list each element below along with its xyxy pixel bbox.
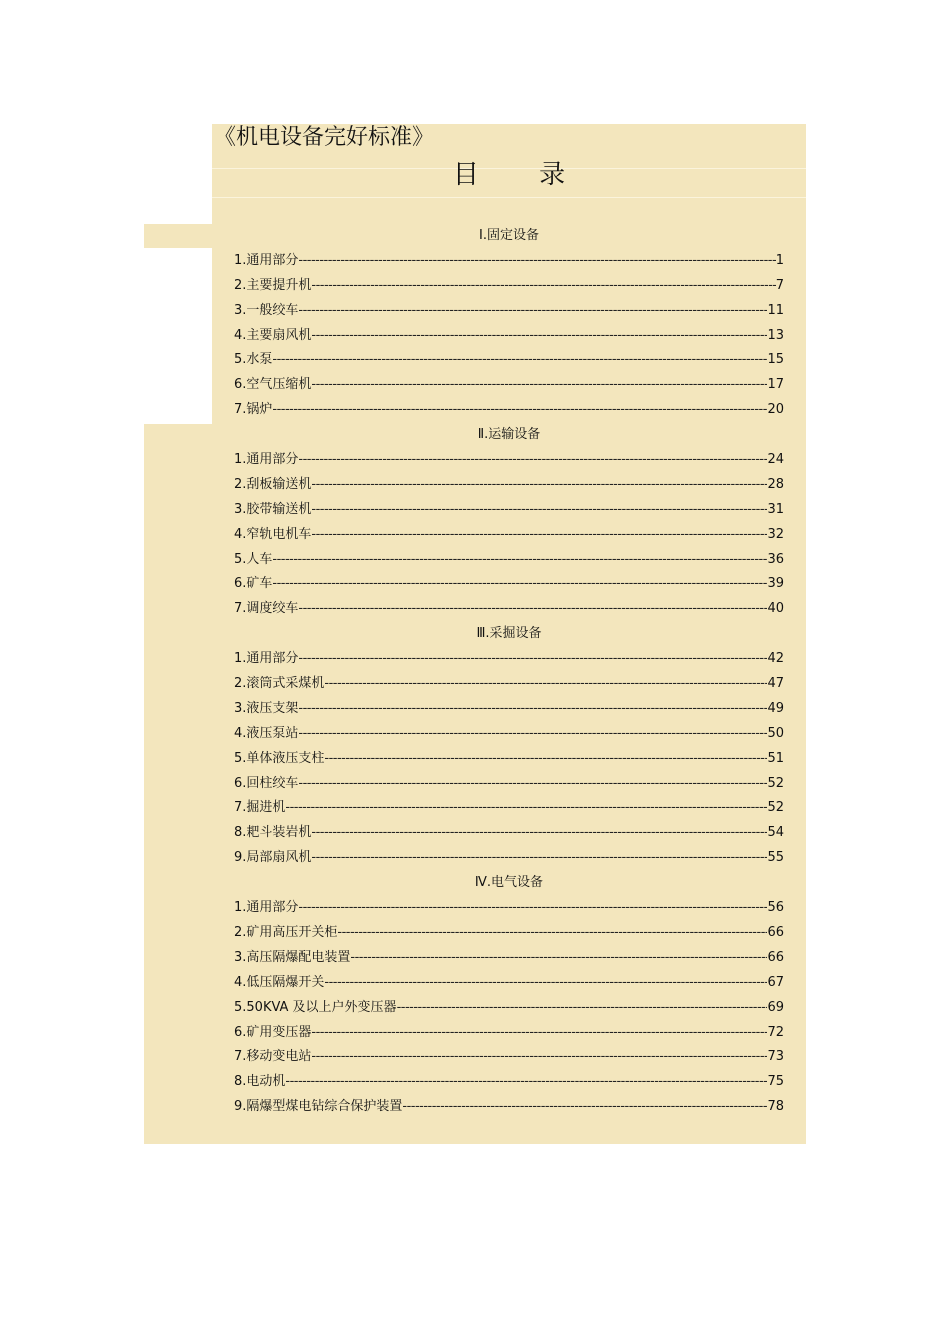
toc-entry[interactable] [234, 523, 784, 548]
toc-entry-label: 1.通用部分 [234, 252, 299, 268]
toc-entry-label: 5.单体液压支柱 [234, 750, 325, 766]
table-of-contents [234, 224, 784, 1120]
toc-entry-label: 2.主要提升机 [234, 277, 312, 293]
dot-leader [272, 572, 767, 597]
toc-entry[interactable] [234, 274, 784, 299]
dot-leader [298, 597, 767, 622]
toc-entry-label: 3.高压隔爆配电装置 [234, 949, 351, 965]
section-heading: Ⅰ.固定设备 [479, 228, 539, 243]
toc-heading: 目 录 [452, 160, 592, 190]
toc-entry[interactable] [234, 846, 784, 871]
toc-entry-page: 36 [767, 551, 784, 567]
toc-entry-label: 8.电动机 [234, 1074, 286, 1090]
toc-entry-label: 2.矿用高压开关柜 [234, 924, 338, 940]
toc-entry[interactable] [234, 921, 784, 946]
toc-entry[interactable] [234, 249, 784, 274]
toc-entry-page: 32 [767, 526, 784, 542]
row-divider [212, 197, 806, 198]
toc-entry-page: 47 [767, 676, 784, 692]
toc-entry[interactable] [234, 448, 784, 473]
section-heading: Ⅱ.运输设备 [477, 427, 541, 443]
dot-leader [311, 846, 767, 871]
toc-entry[interactable] [234, 821, 784, 846]
section-heading: Ⅳ.电气设备 [474, 875, 544, 891]
dot-leader [311, 821, 767, 846]
toc-entry-page: 56 [767, 900, 784, 916]
dot-leader [311, 324, 767, 349]
dot-leader [324, 971, 767, 996]
toc-entry-label: 1.通用部分 [234, 651, 299, 667]
toc-entry-page: 17 [767, 377, 784, 393]
dot-leader [311, 373, 767, 398]
toc-entry-page: 11 [767, 302, 784, 318]
dot-leader [298, 896, 767, 921]
toc-entry[interactable] [234, 796, 784, 821]
toc-entry[interactable] [234, 772, 784, 797]
toc-entry-label: 6.回柱绞车 [234, 775, 299, 791]
toc-entry[interactable] [234, 398, 784, 423]
dot-leader [397, 996, 768, 1021]
dot-leader [402, 1095, 767, 1120]
toc-entry-label: 8.耙斗装岩机 [234, 825, 312, 841]
toc-entry-label: 3.胶带输送机 [234, 501, 312, 517]
toc-entry-page: 75 [767, 1074, 784, 1090]
toc-entry-label: 2.刮板输送机 [234, 476, 312, 492]
toc-entry[interactable] [234, 324, 784, 349]
toc-entry-page: 51 [767, 750, 784, 766]
toc-entry[interactable] [234, 1095, 784, 1120]
toc-entry-page: 67 [767, 974, 784, 990]
dot-leader [272, 348, 767, 373]
dot-leader [298, 722, 767, 747]
toc-entry[interactable] [234, 1045, 784, 1070]
toc-entry[interactable] [234, 373, 784, 398]
toc-entry-label: 7.调度绞车 [234, 601, 299, 617]
toc-entry[interactable] [234, 971, 784, 996]
toc-entry-label: 7.移动变电站 [234, 1049, 312, 1065]
toc-entry[interactable] [234, 672, 784, 697]
toc-entry[interactable] [234, 1070, 784, 1095]
toc-entry-page: 42 [767, 651, 784, 667]
document-title: 《机电设备完好标准》 [214, 125, 435, 150]
toc-entry-label: 4.液压泵站 [234, 725, 299, 741]
dot-leader [298, 772, 767, 797]
dot-leader [298, 448, 767, 473]
toc-entry-label: 9.局部扇风机 [234, 850, 312, 866]
toc-entry[interactable] [234, 647, 784, 672]
section-heading: Ⅲ.采掘设备 [476, 626, 542, 642]
toc-entry-page: 69 [767, 999, 784, 1015]
toc-entry[interactable] [234, 1021, 784, 1046]
toc-entry-page: 7 [775, 277, 784, 293]
dot-leader [311, 1021, 767, 1046]
toc-entry-page: 66 [767, 924, 784, 940]
dot-leader [272, 548, 767, 573]
toc-entry-page: 50 [767, 725, 784, 741]
dot-leader [337, 921, 767, 946]
toc-entry-page: 54 [767, 825, 784, 841]
dot-leader [311, 498, 767, 523]
toc-entry-page: 20 [767, 402, 784, 418]
dot-leader [285, 796, 767, 821]
toc-entry-page: 13 [767, 327, 784, 343]
toc-entry-page: 72 [767, 1024, 784, 1040]
dot-leader [285, 1070, 767, 1095]
dot-leader [298, 647, 767, 672]
toc-entry[interactable] [234, 548, 784, 573]
toc-entry-page: 52 [767, 800, 784, 816]
toc-entry[interactable] [234, 299, 784, 324]
toc-entry-label: 7.锅炉 [234, 402, 273, 418]
toc-entry[interactable] [234, 722, 784, 747]
toc-entry-label: 4.低压隔爆开关 [234, 974, 325, 990]
toc-entry-page: 49 [767, 700, 784, 716]
toc-entry-page: 55 [767, 850, 784, 866]
toc-entry-label: 4.窄轨电机车 [234, 526, 312, 542]
toc-entry[interactable] [234, 996, 784, 1021]
dot-leader [298, 249, 775, 274]
toc-entry-label: 7.掘进机 [234, 800, 286, 816]
toc-entry[interactable] [234, 597, 784, 622]
toc-entry-label: 5.水泵 [234, 352, 273, 368]
dot-leader [298, 299, 767, 324]
dot-leader [311, 523, 767, 548]
toc-entry[interactable] [234, 498, 784, 523]
toc-entry-label: 6.矿车 [234, 576, 273, 592]
dot-leader [311, 1045, 767, 1070]
toc-entry-label: 2.滚筒式采煤机 [234, 676, 325, 692]
toc-entry-page: 28 [767, 476, 784, 492]
toc-entry-label: 3.一般绞车 [234, 302, 299, 318]
toc-entry-page: 1 [775, 252, 784, 268]
dot-leader [272, 398, 767, 423]
toc-entry-label: 6.空气压缩机 [234, 377, 312, 393]
toc-entry-label: 3.液压支架 [234, 700, 299, 716]
toc-entry-page: 73 [767, 1049, 784, 1065]
toc-entry-label: 5.人车 [234, 551, 273, 567]
toc-entry[interactable] [234, 896, 784, 921]
toc-entry[interactable] [234, 747, 784, 772]
toc-entry-page: 40 [767, 601, 784, 617]
toc-entry[interactable] [234, 572, 784, 597]
toc-entry[interactable] [234, 348, 784, 373]
dot-leader [298, 697, 767, 722]
dot-leader [324, 747, 767, 772]
toc-entry-label: 9.隔爆型煤电钻综合保护装置 [234, 1099, 403, 1115]
toc-entry-page: 66 [767, 949, 784, 965]
toc-entry[interactable] [234, 697, 784, 722]
toc-entry-page: 31 [767, 501, 784, 517]
dot-leader [324, 672, 767, 697]
dot-leader [350, 946, 767, 971]
toc-entry-page: 78 [767, 1099, 784, 1115]
toc-entry-page: 52 [767, 775, 784, 791]
toc-entry-label: 5.50KVA 及以上户外变压器 [234, 999, 397, 1015]
toc-entry-page: 39 [767, 576, 784, 592]
toc-entry-label: 1.通用部分 [234, 452, 299, 468]
toc-entry[interactable] [234, 473, 784, 498]
dot-leader [311, 274, 775, 299]
toc-entry[interactable] [234, 946, 784, 971]
dot-leader [311, 473, 767, 498]
toc-entry-page: 24 [767, 452, 784, 468]
toc-entry-label: 4.主要扇风机 [234, 327, 312, 343]
toc-entry-label: 1.通用部分 [234, 900, 299, 916]
toc-entry-label: 6.矿用变压器 [234, 1024, 312, 1040]
toc-entry-page: 15 [767, 352, 784, 368]
